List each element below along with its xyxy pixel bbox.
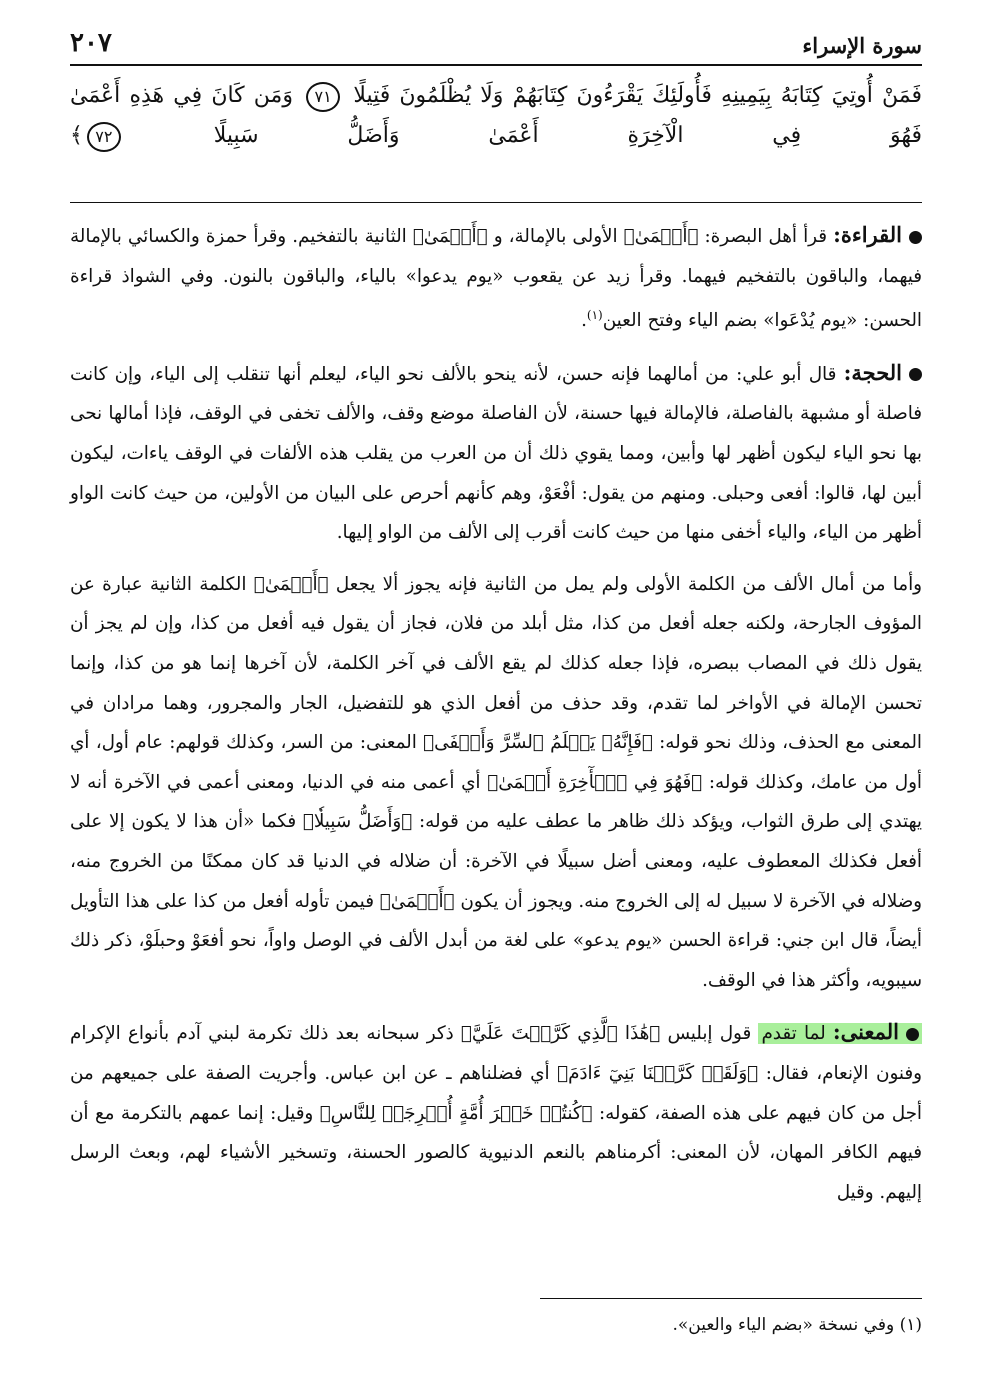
page <box>70 28 922 1224</box>
qiraa-text: قرأ أهل البصرة: ﴿أَعۡمَىٰ﴾ الأولى بالإمالة، و ﴿أَعۡمَىٰ﴾ الثانية بالتفخيم. وقرأ حمزة والكسائي بالإمالة فيهما، والباقون بالتفخيم فيهما. وقرأ زيد عن يقعوب «يوم يدعوا» بالياء، والباقون بالنون. وفي الشواذ قراءة الحسن: «يوم يُدْعَوا» بضم الياء وفتح العين <box>70 226 922 332</box>
footnote-divider <box>540 1298 922 1299</box>
quran-verse <box>70 76 922 196</box>
hujja-continuation-text: وأما من أمال الألف من الكلمة الأولى ولم يمل من الثانية فإنه يجوز ألا يجعل ﴿أَعۡمَىٰ﴾ الكلمة الثانية عبارة عن المؤوف الجارحة، ولكنه جعله أفعل من كذا، مثل أبلد من فلان، فجاز أن يقول فيه أفعل من كذا، وإن لم يجز أن يقول ذلك في المصاب ببصره، فإذا جعله كذلك لم يقع الألف في آخر الكلمة، لأن آخرها إنما هو من كذا، وإنما تحسن الإمالة في الأواخر لما تقدم، وقد حذف من أفعل الذي هو للتفضيل، الجار والمجرور، وهما مرادان في المعنى مع الحذف، وذلك نحو قوله: ﴿فَإِنَّهُۥ يَعۡلَمُ ٱلسِّرَّ وَأَخۡفَى﴾ المعنى: من السر، وكذلك قولهم: عام أول، أي أول من عامك، وكذلك قوله: ﴿فَهُوَ فِي ٱلۡأٓخِرَةِ أَعۡمَىٰ﴾ أي أعمى منه في الدنيا، ومعنى أعمى في الآخرة أنه لا يهتدي إلى طرق الثواب، ويؤكد ذلك ظاهر ما عطف عليه من قوله: ﴿وَأَضَلُّ سَبِيلٗا﴾ فكما «أن هذا لا يكون إلا على أفعل فكذلك المعطوف عليه، ومعنى أضل سبيلًا في الآخرة: أن ضلاله في الدنيا قد كان ممكنًا من الخروج منه، وضلاله في الآخرة لا سبيل له إلى الخروج منه. ويجوز أن يكون ﴿أَعۡمَىٰ﴾ فيمن تأوله أفعل من كذا على هذا التأويل أيضاً، قال ابن جني: قراءة الحسن «يوم يدعو» على لغة من أبدل الألف في الوصل واواً، نحو أفعَوْ وحبلَوْ، ذكر ذلك سيبويه، وأكثر هذا في الوقف. <box>70 573 922 991</box>
verse-number-71: ٧١ <box>306 82 340 112</box>
surah-title: سورة الإسراء <box>802 33 922 58</box>
verse-close-bracket: ﴾ <box>70 123 83 148</box>
bullet-icon <box>906 1028 919 1041</box>
qiraa-label: القراءة: <box>833 222 902 247</box>
footnote <box>70 1311 922 1339</box>
bullet-icon <box>909 231 922 244</box>
hujja-continuation <box>70 565 922 1001</box>
verse-divider <box>70 202 922 203</box>
qiraa-section: القراءة: قرأ أهل البصرة: ﴿أَعۡمَىٰ﴾ الأولى بالإمالة، و ﴿أَعۡمَىٰ﴾ الثانية بالتفخيم. وقرأ حمزة والكسائي بالإمالة فيهما، والباقون بالتفخيم فيهما. وقرأ زيد عن يقعوب «يوم يدعوا» بالياء، والباقون بالنون. وفي الشواذ قراءة الحسن: «يوم يُدْعَوا» بضم الياء وفتح العين$^{(١)}$. <box>70 222 922 332</box>
maana-section <box>70 1012 922 1212</box>
hujja-label: الحجة: <box>843 359 903 385</box>
verse-text-71: فَمَنْ أُوتِيَ كِتَابَهُ بِيَمِينِهِ فَأُولَئِكَ يَقْرَءُونَ كِتَابَهُمْ وَلَا يُظْلَمُونَ فَتِيلًا <box>353 83 922 108</box>
hujja-text: قال أبو علي: من أمالهما فإنه حسن، لأنه ينحو بالألف نحو الياء، ليعلم أنها تنقلب إلى الياء، وإن كانت فاصلة أو مشبهة بالفاصلة، فالإمالة فيها حسنة، لأن الفاصلة موضع وقف، والألف تخفى في الوقف، فإذا أمالها نحى بها نحو الياء ليكون أظهر لها وأبين، ومما يقوي ذلك أن من العرب من يقلب هذه الألفات في الوقف ياءات، ليكون أبين لها، قالوا: أفعى وحبلى. ومنهم من يقول: أفْعَوْ، وهم كأنهم أحرص على البيان من الأولين، من حيث كانت الواو أظهر من الياء، والياء أخفى منها من حيث كانت أقرب إلى الألف من الواو إليها. <box>70 363 922 544</box>
maana-lead: لما تقدم <box>761 1023 826 1045</box>
footnote-number: (١) <box>899 1315 922 1335</box>
maana-highlight <box>758 1019 922 1045</box>
verse-text-72: وَمَن كَانَ فِي هَذِهِ أَعْمَىٰ فَهُوَ فِي الْآخِرَةِ أَعْمَىٰ وَأَضَلُّ سَبِيلًا <box>70 83 922 148</box>
footnote-ref[interactable]: (١) <box>586 308 603 323</box>
page-header <box>70 28 922 66</box>
page-number: ٢٠٧ <box>70 28 112 58</box>
maana-label: المعنى: <box>832 1019 900 1045</box>
hujja-section <box>70 353 922 553</box>
footnote-text: وفي نسخة «بضم الياء والعين». <box>672 1315 895 1335</box>
bullet-icon <box>909 368 922 381</box>
maana-text: قول إبليس ﴿هَٰذَا ٱلَّذِي كَرَّمۡتَ عَلَيَّ﴾ ذكر سبحانه بعد ذلك تكرمة لبني آدم بأنواع الإكرام وفنون الإنعام، فقال: ﴿وَلَقَدۡ كَرَّمۡنَا بَنِيٓ ءَادَمَ﴾ أي فضلناهم ـ عن ابن عباس. وأجريت الصفة على جميعهم من أجل من كان فيهم على هذه الصفة، كقوله: ﴿كُنتُمۡ خَيۡرَ أُمَّةٍ أُخۡرِجَتۡ لِلنَّاسِ﴾ وقيل: إنما عمهم بالتكرمة مع أن فيهم الكافر المهان، لأن المعنى: أكرمناهم بالنعم الدنيوية كالصور الحسنة، وتسخير الأشياء لهم، وبعث الرسل إليهم. وقيل <box>70 1023 922 1203</box>
verse-number-72: ٧٢ <box>87 122 121 152</box>
